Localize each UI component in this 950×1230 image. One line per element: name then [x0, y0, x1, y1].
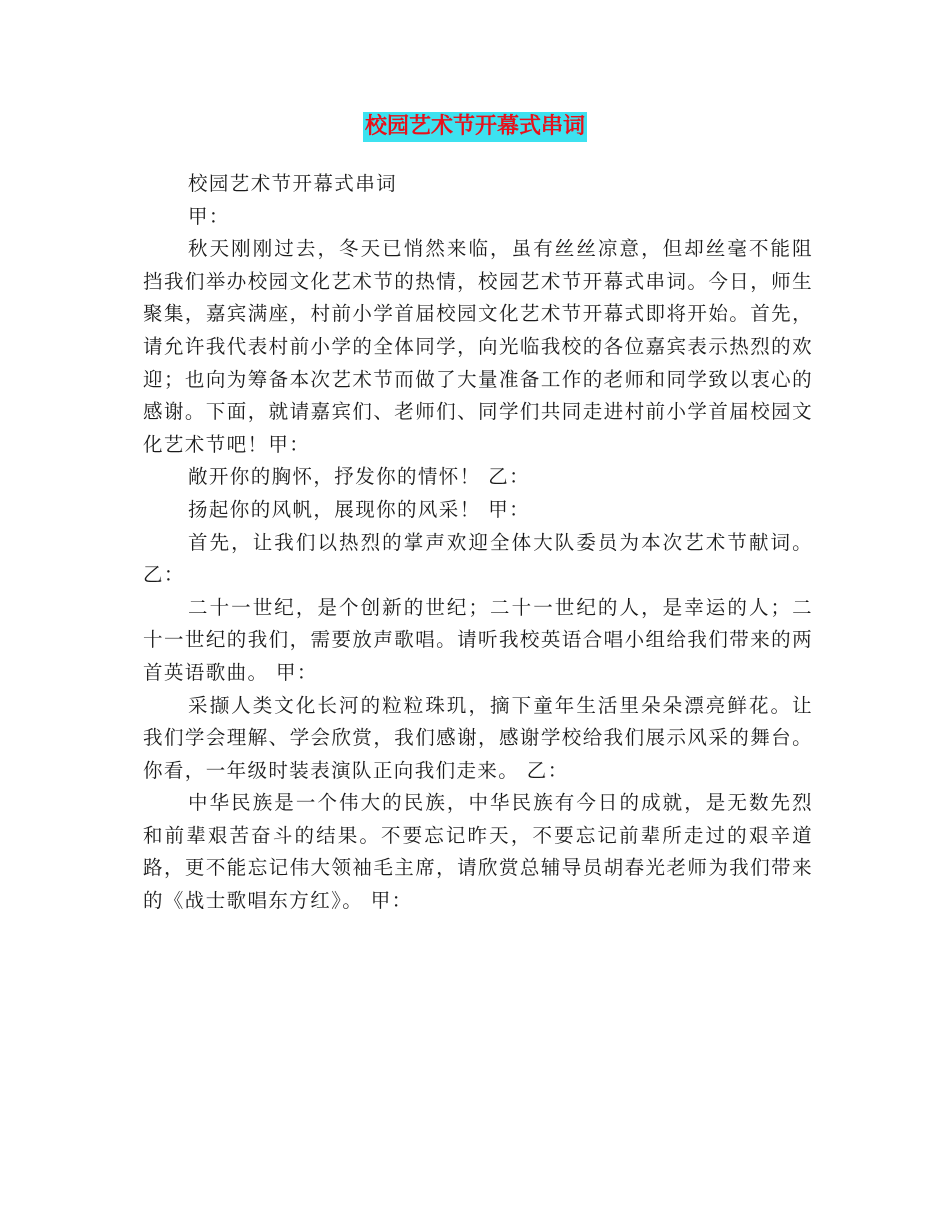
document-title: 校园艺术节开幕式串词: [363, 112, 587, 142]
paragraph: 中华民族是一个伟大的民族，中华民族有今日的成就，是无数先烈和前辈艰苦奋斗的结果。不要忘记昨天，不要忘记前辈所走过的艰辛道路，更不能忘记伟大领袖毛主席，请欣赏总辅导员胡春光老师为我们带来的《战士歌唱东方红》。 甲：: [143, 791, 813, 913]
paragraph: 采撷人类文化长河的粒粒珠玑，摘下童年生活里朵朵漂亮鲜花。让我们学会理解、学会欣赏，我们感谢，感谢学校给我们展示风采的舞台。你看，一年级时装表演队正向我们走来。 乙：: [143, 693, 813, 782]
title-wrap: [0, 112, 950, 142]
paragraph: 二十一世纪，是个创新的世纪；二十一世纪的人，是幸运的人；二十一世纪的我们，需要放声歌唱。请听我校英语合唱小组给我们带来的两首英语歌曲。 甲：: [143, 595, 813, 684]
paragraph: 校园艺术节开幕式串词: [188, 172, 398, 195]
paragraph: 甲：: [188, 204, 230, 228]
paragraph: 首先，让我们以热烈的掌声欢迎全体大队委员为本次艺术节献词。 乙：: [143, 530, 813, 587]
paragraph: 敞开你的胸怀，抒发你的情怀！ 乙：: [188, 465, 530, 489]
paragraph: 秋天刚刚过去，冬天已悄然来临，虽有丝丝凉意，但却丝毫不能阻挡我们举办校园文化艺术节的热情，校园艺术节开幕式串词。今日，师生聚集，嘉宾满座，村前小学首届校园文化艺术节开幕式即将开始。首先，请允许我代表村前小学的全体同学，向光临我校的各位嘉宾表示热烈的欢迎；也向为筹备本次艺术节而做了大量准备工作的老师和同学致以衷心的感谢。下面，就请嘉宾们、老师们、同学们共同走进村前小学首届校园文化艺术节吧！甲：: [143, 237, 813, 456]
paragraph: 扬起你的风帆，展现你的风采！ 甲：: [188, 497, 530, 521]
document-body: [143, 168, 813, 918]
